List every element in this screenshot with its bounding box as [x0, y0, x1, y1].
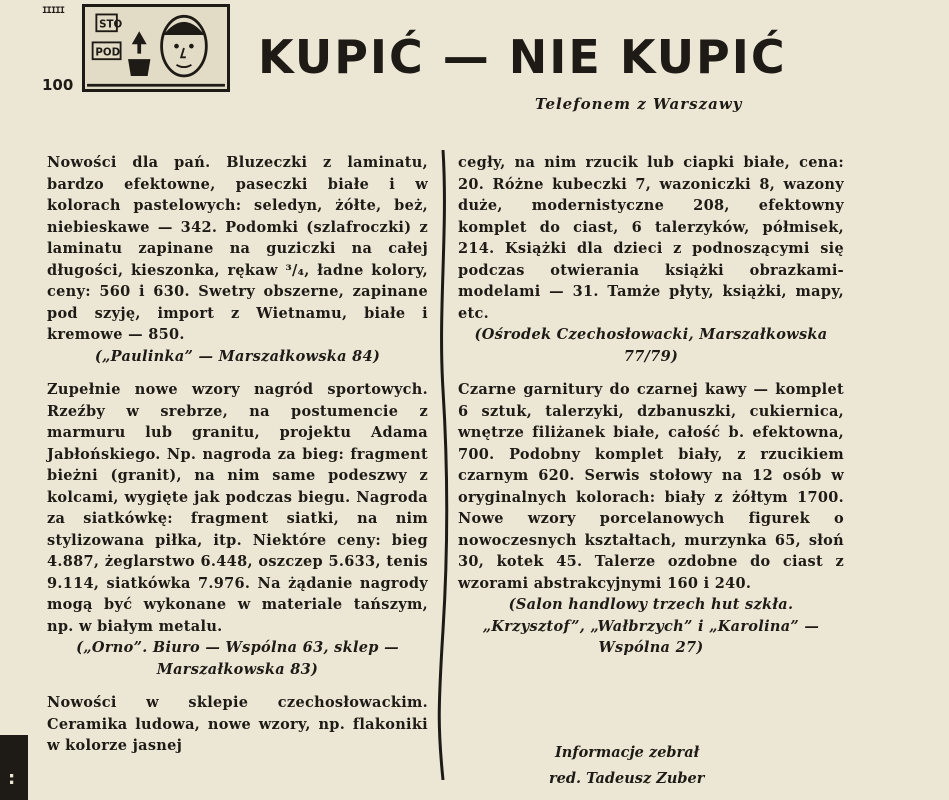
column-divider	[436, 150, 450, 780]
item-source: (Ośrodek Czechosłowacki, Marszałkowska 77/79)	[474, 326, 828, 365]
edge-colon: :	[8, 768, 16, 789]
page-number: 100	[42, 76, 74, 94]
left-column	[47, 152, 428, 757]
item-body: Ceramika ludowa, nowe wzory, np. flakoniki w kolorze jasnej	[47, 715, 428, 754]
column-logo-illustration	[85, 7, 227, 89]
item-source: (Salon handlowy trzech hut szkła. „Krzysztof”, „Wałbrzych” i „Karolina” — Wspólna 27)	[482, 596, 820, 656]
item-body: — komplet 6 sztuk, talerzyki, dzbanuszki, cukiernica, wnętrze filiżanek białe, całość b. efektowna, 700. Podobny komplet biały, z rzucikiem czarnym 620. Serwis stołowy na 12 osób w oryginalnych kolorach: biały z żółtym 1700. Nowe wzory porcelanowych figurek o nowoczesnych kształtach, murzynka 65, słoń 30, kotek 45. Talerze ozdobne do ciast z wzorami abstrakcyjnymi 160 i 240.	[458, 381, 845, 592]
item-source: („Orno”. Biuro — Wspólna 63, sklep — Marszałkowska 83)	[76, 639, 399, 678]
item-lead: Zupełnie nowe wzory nagród sportowych.	[47, 381, 428, 398]
item-lead: Nowości dla pań.	[47, 154, 211, 171]
item-coffee-sets	[458, 379, 844, 594]
credit-line: Informacje zebrał	[555, 744, 700, 761]
logo-text-side: POD	[95, 46, 121, 59]
logo-text-top: STO	[99, 18, 123, 31]
item-sport-awards	[47, 379, 428, 637]
item-lead: Nowości w sklepie czechosłowackim.	[47, 694, 428, 711]
credit-author: red. Tadeusz Zuber	[549, 770, 705, 787]
headline: KUPIĆ — NIE KUPIĆ	[258, 30, 787, 84]
right-column	[458, 152, 844, 659]
column-logo	[82, 4, 230, 92]
item-source: („Paulinka” — Marszałkowska 84)	[94, 347, 381, 365]
subtitle: Telefonem z Warszawy	[535, 95, 743, 113]
credit-block	[549, 740, 705, 792]
item-body: Rzeźby w srebrze, na postumencie z marmuru lub granitu, projektu Adama Jabłońskiego. Np. nagroda za bieg: fragment bieżni (granit), na nim same podeszwy z kolcami, wygięte jak podczas biegu. Nagroda za siatkówkę: fragment siatki, na nim stylizowana piłka, itp. Niektóre ceny: bieg 4.887, żeglarstwo 6.448, oszczep 5.633, tenis 9.114, siatkówka 7.976. Na żądanie nagrody mogą być wykonane w materiale tańszym, np. w białym metalu.	[47, 402, 428, 635]
item-czech-shop-continued: cegły, na nim rzucik lub ciapki białe, cena: 20. Różne kubeczki 7, wazoniczki 8, wazony duże, modernistyczne 208, efektowny komplet do ciast, 6 talerzyków, półmisek, 214. Książki dla dzieci z podnoszącymi się podczas otwierania książki obrazkami-modelami — 31. Tamże płyty, książki, mapy, etc.	[458, 154, 844, 322]
item-lead: Czarne garnitury do czarnej kawy	[458, 381, 747, 398]
item-body: Bluzeczki z laminatu, bardzo efektowne, paseczki białe i w kolorach pastelowych: seledyn, żółte, beż, niebieskawe — 342. Podomki (szlafroczki) z laminatu zapinane na guziczki na całej długości, kieszonka, rękaw ³/₄, ładne kolory, ceny: 560 i 630. Swetry obszerne, zapinane pod szyję, import z Wietnamu, białe i kremowe — 850.	[47, 154, 428, 343]
page-marks: IIIII	[42, 6, 65, 16]
item-womens-news	[47, 152, 428, 346]
item-czech-shop	[47, 692, 428, 757]
